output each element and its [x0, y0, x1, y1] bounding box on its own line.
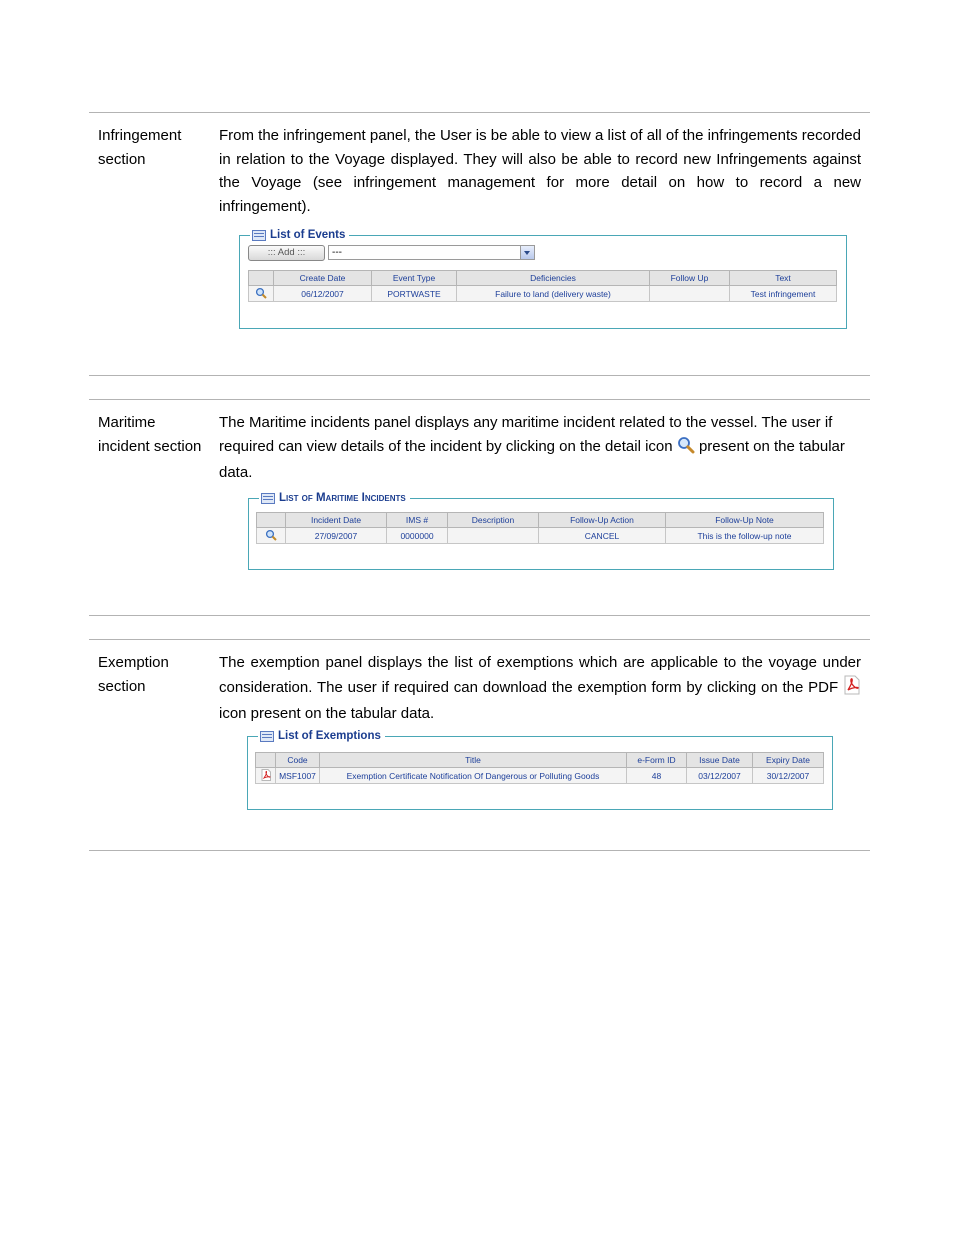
maritime-incidents-table [256, 512, 824, 544]
follow-up-note-cell: This is the follow-up note [666, 528, 824, 544]
expiry-date-cell: 30/12/2007 [753, 768, 824, 784]
list-icon [260, 731, 274, 742]
table-row [256, 768, 824, 784]
exemption-text-before: The exemption panel displays the list of exemptions which are applicable to the voyage under consideration. The user if required can download the exemption form by clicking on the PDF [219, 654, 861, 696]
eform-id-cell: 48 [627, 768, 687, 784]
maritime-section-label: Maritime incident section [98, 414, 202, 455]
infringement-description: From the infringement panel, the User is be able to view a list of all of the infringements recorded in relation to the Voyage displayed. They will also be able to record new Infringements against the Voyage (see infringement management for more detail on how to record a new infringement). [219, 127, 861, 215]
section-divider [89, 850, 870, 851]
title-cell: Exemption Certificate Notification Of Dangerous or Polluting Goods [320, 768, 627, 784]
description-cell [448, 528, 539, 544]
events-table [248, 270, 837, 302]
create-date-cell: 06/12/2007 [274, 286, 372, 302]
column-header[interactable]: Follow-Up Note [666, 513, 824, 528]
column-header[interactable]: Create Date [274, 271, 372, 286]
exemption-text-after: icon present on the tabular data. [219, 705, 435, 723]
column-header[interactable]: Text [730, 271, 837, 286]
maritime-description [219, 411, 861, 485]
column-header[interactable]: Incident Date [286, 513, 387, 528]
table-header-row [256, 753, 824, 768]
follow-up-action-cell: CANCEL [539, 528, 666, 544]
list-icon [252, 230, 266, 241]
column-header[interactable]: Code [276, 753, 320, 768]
column-header [257, 513, 286, 528]
panel-title [259, 491, 410, 505]
exemption-description [219, 651, 861, 726]
magnifier-icon[interactable] [257, 528, 286, 544]
section-divider [89, 375, 870, 376]
pdf-icon[interactable] [256, 768, 276, 784]
section-divider [89, 615, 870, 616]
ims-cell: 0000000 [387, 528, 448, 544]
column-header[interactable]: Issue Date [687, 753, 753, 768]
deficiencies-cell: Failure to land (delivery waste) [457, 286, 650, 302]
section-divider [89, 399, 870, 400]
column-header [256, 753, 276, 768]
exemptions-table [255, 752, 824, 784]
column-header[interactable]: Title [320, 753, 627, 768]
column-header [249, 271, 274, 286]
column-header[interactable]: Follow-Up Action [539, 513, 666, 528]
list-icon [261, 493, 275, 504]
section-divider [89, 112, 870, 113]
section-divider [89, 639, 870, 640]
code-cell: MSF1007 [276, 768, 320, 784]
chevron-down-icon[interactable] [520, 246, 534, 259]
table-row [257, 528, 824, 544]
column-header[interactable]: IMS # [387, 513, 448, 528]
table-row [249, 286, 837, 302]
panel-title-text: List of Exemptions [278, 730, 381, 742]
incident-date-cell: 27/09/2007 [286, 528, 387, 544]
event-type-cell: PORTWASTE [372, 286, 457, 302]
table-header-row [257, 513, 824, 528]
select-value: --- [332, 247, 342, 258]
add-event-button[interactable]: ::: Add ::: [248, 245, 325, 261]
panel-title-text: List of Maritime Incidents [279, 492, 406, 504]
maritime-text-after: present on the tabular data. [219, 437, 845, 482]
panel-title [250, 228, 349, 242]
column-header[interactable]: Deficiencies [457, 271, 650, 286]
column-header[interactable]: Follow Up [650, 271, 730, 286]
follow-up-cell [650, 286, 730, 302]
issue-date-cell: 03/12/2007 [687, 768, 753, 784]
magnifier-icon [677, 436, 695, 462]
column-header[interactable]: Description [448, 513, 539, 528]
panel-title [258, 729, 385, 743]
panel-title-text: List of Events [270, 229, 346, 241]
magnifier-icon[interactable] [249, 286, 274, 302]
column-header[interactable]: Expiry Date [753, 753, 824, 768]
table-header-row [249, 271, 837, 286]
column-header[interactable]: e-Form ID [627, 753, 687, 768]
infringement-section-label: Infringement section [98, 127, 182, 168]
column-header[interactable]: Event Type [372, 271, 457, 286]
text-cell: Test infringement [730, 286, 837, 302]
exemption-section-label: Exemption section [98, 654, 169, 695]
pdf-icon [843, 675, 861, 703]
event-type-select[interactable] [328, 245, 535, 260]
maritime-text-before: The Maritime incidents panel displays any maritime incident related to the vessel. The user if required can view details of the incident by clicking on the detail icon [219, 414, 833, 455]
